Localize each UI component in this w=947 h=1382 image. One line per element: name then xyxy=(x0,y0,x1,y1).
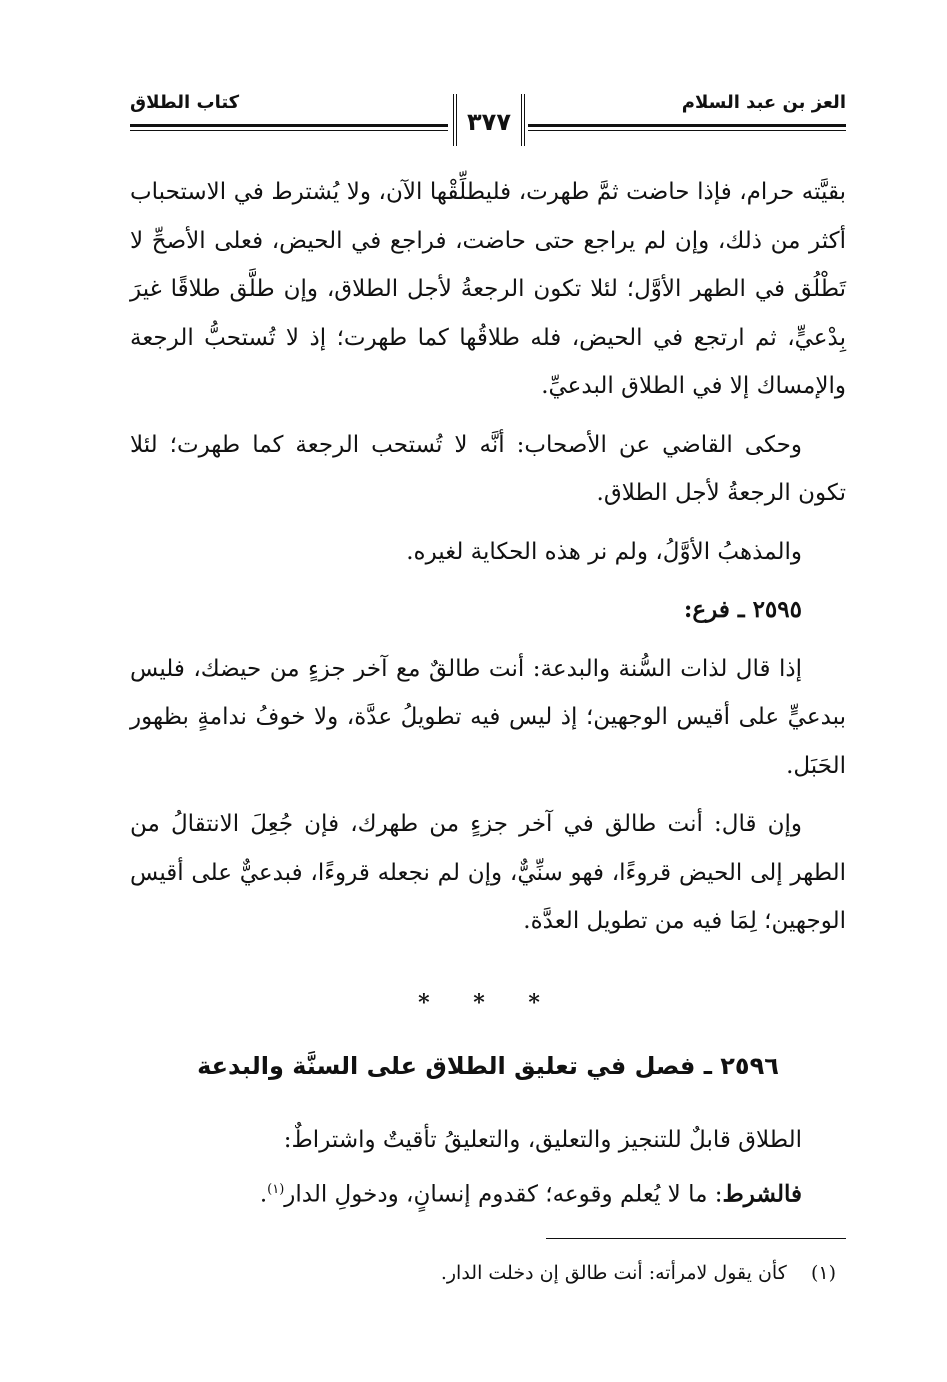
footnote-reference: (١) xyxy=(267,1182,285,1197)
section-paragraph-1: الطلاق قابلٌ للتنجيز والتعليق، والتعليقُ تأقيتٌ واشتراطٌ: xyxy=(283,1127,802,1153)
sentence-end: . xyxy=(259,1181,268,1208)
section-title: ٢٥٩٦ ـ فصل في تعليق الطلاق على السنَّة والبدعة xyxy=(197,1052,779,1080)
paragraph-1: بقيَّته حرام، فإذا حاضت ثمَّ طهرت، فليطلِّقْها الآن، ولا يُشترط في الاستحباب أكثر من ذلك، وإن لم يراجع حتى حاضت، فراجع في الحيض، فعلى الأصحِّ لا تَطْلُق في الطهر الأوَّل؛ لئلا تكون الرجعةُ لأجل الطلاق، وإن طلَّق طلاقًا غيرَ بِدْعيٍّ، ثم ارتجع في الحيض، فله طلاقُها كما طهرت؛ إذ لا تُستحبُّ الرجعة والإمساك إلا في الطلاق البدعيِّ. xyxy=(130,179,846,399)
paragraph-3: والمذهبُ الأوَّلُ، ولم نر هذه الحكاية لغيره. xyxy=(406,538,802,565)
header-rule-left xyxy=(130,124,448,127)
section-text xyxy=(130,1115,846,1220)
paragraph-5: وإن قال: أنت طالق في آخر جزءٍ من طهرك، فإن جُعِلَ الانتقالُ من الطهر إلى الحيض قروءًا، فهو سنِّيٌّ، وإن لم نجعله قروءًا، فبدعيٌّ على أقيس الوجهين؛ لِمَا فيه من تطويل العدَّة. xyxy=(130,811,846,934)
footnote xyxy=(130,1258,836,1288)
page-number-frame xyxy=(453,94,525,146)
footnote-text: كأن يقول لامرأته: أنت طالق إن دخلت الدار. xyxy=(440,1262,787,1284)
header-rule-right xyxy=(528,124,846,127)
running-head-section: كتاب الطلاق xyxy=(130,92,240,113)
footnote-marker: (١) xyxy=(810,1262,836,1284)
footnote-divider xyxy=(546,1238,846,1239)
main-text xyxy=(130,168,846,946)
branch-heading: ٢٥٩٥ ـ فرع: xyxy=(683,596,802,623)
paragraph-4: إذا قال لذات السُّنة والبدعة: أنت طالقٌ مع آخر جزءٍ من حيضك، فليس ببدعيٍّ على أقيس الوجهين؛ إذ ليس فيه تطويلُ عدَّة، ولا خوفُ ندامةٍ بظهور الحَبَل. xyxy=(130,655,846,779)
page-number: ٣٧٧ xyxy=(467,108,511,136)
paragraph-2: وحكى القاضي عن الأصحاب: أنَّه لا تُستحب الرجعة كما طهرت؛ لئلا تكون الرجعةُ لأجل الطلاق. xyxy=(130,431,846,506)
running-head-author: العز بن عبد السلام xyxy=(681,92,846,113)
section-separator: * * * xyxy=(418,990,558,1016)
condition-label: فالشرط xyxy=(722,1180,802,1208)
page-header xyxy=(130,84,846,154)
condition-text: : ما لا يُعلم وقوعه؛ كقدوم إنسانٍ، ودخولِ الدار xyxy=(284,1181,723,1208)
section-paragraph-2 xyxy=(130,1165,846,1220)
